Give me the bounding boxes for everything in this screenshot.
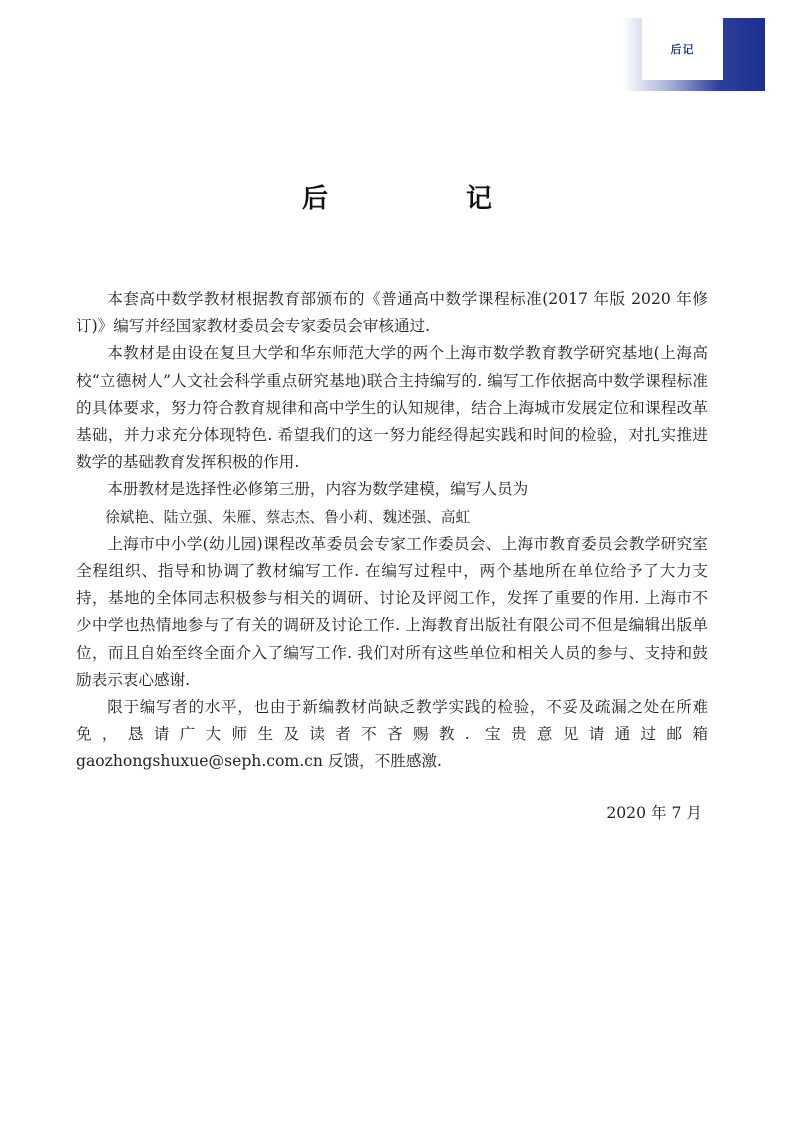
date-line: 2020 年 7 月 (606, 803, 702, 822)
page-title: 后 记 (301, 184, 548, 214)
paragraph-research-bases: 本教材是由设在复旦大学和华东师范大学的两个上海市数学教育教学研究基地(上海高校“立德树人”人文社会科学重点研究基地)联合主持编写的. 编写工作依据高中数学课程标准的具体要求，努力符合教育规律和高中学生的认知规律，结合上海城市发展定位和课程改革基础，并力求充分体现特色. 希望我们的这一努力能经得起实践和时间的检验，对扎实推进数学的基础教育发挥积极的作用. (76, 344, 708, 472)
author-names: 徐斌艳、陆立强、朱雁、蔡志杰、鲁小莉、魏述强、高虹 (105, 508, 471, 526)
afterword-body (76, 286, 708, 827)
paragraph-volume-authors: 本册教材是选择性必修第三册，内容为数学建模，编写人员为 (107, 480, 529, 499)
paragraph-acknowledgements: 上海市中小学(幼儿园)课程改革委员会专家工作委员会、上海市教育委员会教学研究室全程组织、指导和协调了教材编写工作. 在编写过程中，两个基地所在单位给予了大力支持，基地的全体同志积极参与相关的调研、讨论及评阅工作，发挥了重要的作用. 上海市不少中学也热情地参与了有关的调研及讨论工作. 上海教育出版社有限公司不但是编辑出版单位，而且自始至终全面介入了编写工作. 我们对所有这些单位和相关人员的参与、支持和鼓励表示衷心感谢. (76, 534, 708, 689)
header-tab-label: 后记 (642, 18, 723, 80)
header-tab (603, 18, 765, 91)
paragraph-feedback: 限于编写者的水平，也由于新编教材尚缺乏教学实践的检验，不妥及疏漏之处在所难免，恳请广大师生及读者不吝赐教. 宝贵意见请通过邮箱 gaozhongshuxue@seph.com.cn 反馈，不胜感激. (76, 698, 708, 771)
paragraph-curriculum-standard: 本套高中数学教材根据教育部颁布的《普通高中数学课程标准(2017 年版 2020 年修订)》编写并经国家教材委员会专家委员会审核通过. (76, 290, 708, 336)
